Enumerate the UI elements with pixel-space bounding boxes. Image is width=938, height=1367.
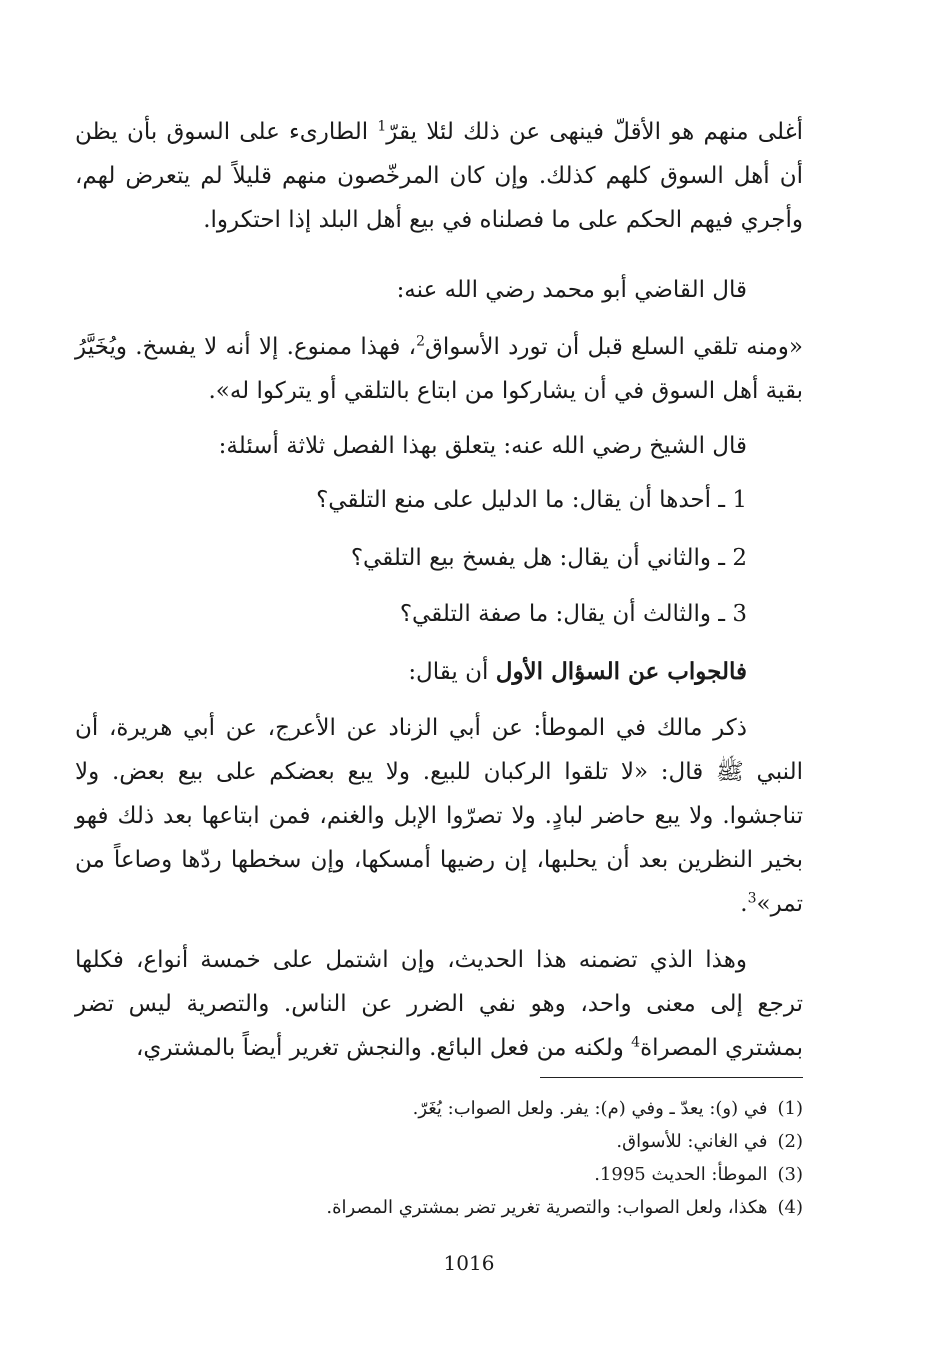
page-number: 1016	[443, 1251, 495, 1275]
paragraph-2: قال القاضي أبو محمد رضي الله عنه:	[396, 277, 747, 303]
footnote-4	[200, 1191, 803, 1224]
question-2: 2 ـ والثاني أن يقال: هل يفسخ بيع التلقي؟	[350, 545, 747, 571]
paragraph-6-text: وهذا الذي تضمنه هذا الحديث، وإن اشتمل على خمسة أنواع، فكلها ترجع إلى معنى واحد، وهو نفي الضرر عن الناس. والتصرية ليس تضر بمشتري المصراة	[75, 947, 803, 1061]
footnote-1	[200, 1092, 803, 1125]
paragraph-5	[75, 706, 803, 926]
paragraph-6-continuation: ولكنه من فعل البائع. والنجش تغرير أيضاً بالمشتري،	[136, 1035, 632, 1061]
paragraph-3	[75, 325, 803, 413]
footnote-2	[200, 1125, 803, 1158]
footnote-3	[200, 1158, 803, 1191]
footnote-text: في الغاني: للأسواق.	[616, 1131, 768, 1152]
paragraph-4: قال الشيخ رضي الله عنه: يتعلق بهذا الفصل ثلاثة أسئلة:	[218, 433, 747, 459]
footnote-number: (4)	[777, 1197, 803, 1218]
footnote-text: الموطأ: الحديث 1995.	[594, 1164, 768, 1185]
answer-heading-rest: أن يقال:	[408, 659, 496, 685]
paragraph-1	[75, 110, 803, 242]
footnote-number: (1)	[777, 1098, 803, 1119]
paragraph-3-text: «ومنه تلقي السلع قبل أن تورد الأسواق	[425, 334, 803, 360]
footnote-ref-1: 1	[377, 118, 387, 135]
footnote-ref-3: 3	[747, 890, 757, 907]
footnote-text: هكذا، ولعل الصواب: والتصرية تغرير تضر بمشتري المصراة.	[326, 1197, 768, 1218]
paragraph-6	[75, 938, 803, 1070]
footnote-separator	[540, 1077, 803, 1078]
paragraph-1-continuation: الطارىء على السوق بأن يظن أن أهل السوق كلهم كذلك. وإن كان المرخّصون منهم قليلاً لم يتعرض لهم، وأجري فيهم الحكم على ما فصلناه في بيع أهل البلد إذا احتكروا.	[75, 119, 803, 233]
footnote-ref-4: 4	[631, 1034, 641, 1051]
question-3: 3 ـ والثالث أن يقال: ما صفة التلقي؟	[399, 601, 747, 627]
paragraph-1-text: أغلى منهم هو الأقلّ فينهى عن ذلك لئلا يقرّ	[386, 119, 804, 145]
footnote-text: في (و): يعدّ ـ وفي (م): يفر. ولعل الصواب: يُغَرّ.	[412, 1098, 768, 1119]
footnote-ref-2: 2	[416, 333, 426, 350]
question-1: 1 ـ أحدها أن يقال: ما الدليل على منع التلقي؟	[316, 487, 747, 513]
footnote-number: (3)	[777, 1164, 803, 1185]
paragraph-5-text: ذكر مالك في الموطأ: عن أبي الزناد عن الأعرج، عن أبي هريرة، أن النبي ﷺ قال: «لا تلقوا الركبان للبيع. ولا يبع بعضكم على بيع بعض. ولا تناجشوا. ولا يبع حاضر لبادٍ. ولا تصرّوا الإبل والغنم، فمن ابتاعها بعد ذلك فهو بخير النظرين بعد أن يحلبها، إن رضيها أمسكها، وإن سخطها ردّها وصاعاً من تمر»	[75, 715, 803, 917]
footnote-number: (2)	[777, 1131, 803, 1152]
answer-heading-bold: فالجواب عن السؤال الأول	[495, 658, 747, 685]
answer-heading	[75, 650, 803, 694]
paragraph-5-end: .	[740, 891, 748, 917]
paragraph-3-continuation: ، فهذا ممنوع. إلا أنه لا يفسخ. ويُخَيَّرُ بقية أهل السوق في أن يشاركوا من ابتاع بالتلقي أو يتركوا له».	[75, 334, 803, 404]
footnotes	[200, 1092, 803, 1224]
